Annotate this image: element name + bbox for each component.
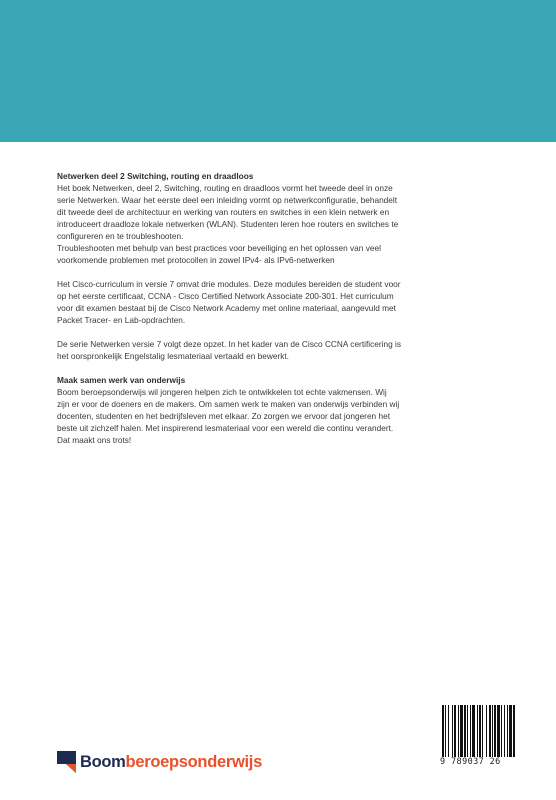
publisher-name-boom: Boom	[80, 753, 126, 771]
cover-color-band	[0, 0, 556, 142]
isbn-number: 9 789037 26	[440, 757, 533, 768]
spacer	[57, 326, 477, 338]
spacer	[57, 362, 477, 374]
series-paragraph: De serie Netwerken versie 7 volgt deze opzet. In het kader van de Cisco CCNA certificering is het oorspronkelijk Engelstalig lesmateriaal vertaald en bewerkt.	[57, 339, 402, 361]
description-paragraph: Het boek Netwerken, deel 2, Switching, routing en draadloos vormt het tweede deel in onze serie Netwerken. Waar het eerste deel een inleiding vormt op netwerkconfiguratie, behandelt dit tweede deel de architectuur en werking van routers en switches in een klein netwerk en introduceert draadloze lokale netwerken (WLAN). Studenten leren hoe routers en switches te configureren en te troubleshooten. Troubleshooten met behulp van best practices voor beveiliging en het oplossen van veel voorkomende problemen met protocollen in zowel IPv4- als IPv6-netwerken	[57, 183, 399, 265]
publisher-logo	[57, 750, 262, 774]
boom-bookmark-icon	[57, 751, 76, 773]
isbn-barcode-icon	[440, 705, 533, 761]
publisher-name-beroepsonderwijs: beroepsonderwijs	[125, 753, 262, 771]
isbn-barcode	[440, 705, 533, 773]
section-heading-publisher: Maak samen werk van onderwijs	[57, 375, 186, 385]
curriculum-paragraph: Het Cisco-curriculum in versie 7 omvat drie modules. Deze modules bereiden de student voor op het eerste certificaat, CCNA - Cisco Certified Network Associate 200-301. Het curriculum voor dit examen bestaat bij de Cisco Network Academy met online materiaal, aangevuld met Packet Tracer- en Lab-opdrachten.	[57, 279, 401, 325]
spacer	[57, 266, 477, 278]
publisher-paragraph: Boom beroepsonderwijs wil jongeren helpen zich te ontwikkelen tot echte vakmensen. Wij zijn er voor de doeners en de makers. Om samen werk te maken van onderwijs verbinden wij docenten, studenten en het bedrijfsleven met elkaar. Zo zorgen we ervoor dat jongeren het beste uit zichzelf halen. Met inspirerend lesmateriaal voor een wereld die continu verandert. Dat maakt ons trots!	[57, 387, 400, 445]
publisher-name	[80, 751, 262, 773]
back-cover-text	[57, 170, 477, 446]
section-heading-networking: Netwerken deel 2 Switching, routing en draadloos	[57, 171, 254, 181]
